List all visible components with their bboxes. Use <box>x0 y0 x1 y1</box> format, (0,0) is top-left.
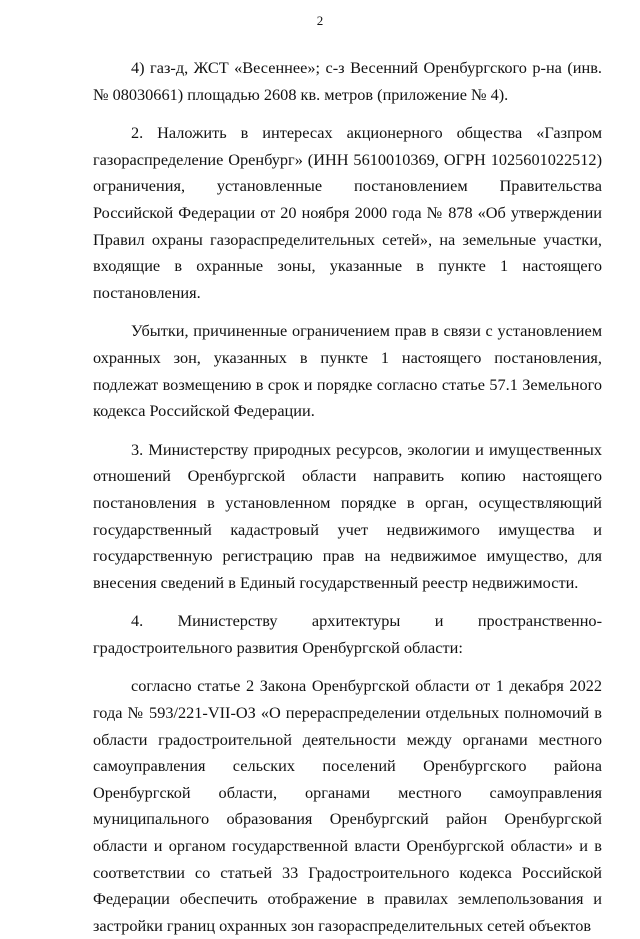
paragraph-item-4: 4) газ-д, ЖСТ «Весеннее»; с-з Весенний Оренбургского р-на (инв.№ 08030661) площадью 2608 кв. метров (приложение № 4). <box>93 58 602 104</box>
paragraph-section-2: 2. Наложить в интересах акционерного общества «Газпром газораспределение Оренбург» (ИНН 5610010369, ОГРН 1025601022512) ограничения, установленные постановлением Правительства Российской Федерации от 20 ноября 2000 года № 878 «Об утверждении Правил охраны газораспределительных сетей», на земельные участки, входящие в охранные зоны, указанные в пункте 1 настоящего постановления. <box>93 123 602 302</box>
paragraph-gap <box>93 661 602 673</box>
page-number: 2 <box>316 13 324 28</box>
document-body <box>93 55 602 939</box>
paragraph-section-3: 3. Министерству природных ресурсов, экологии и имущественных отношений Оренбургской области направить копию настоящего постановления в установленном порядке в орган, осуществляющий государственный кадастровый учет недвижимого имущества и государственную регистрацию прав на недвижимое имущество, для внесения сведений в Единый государственный реестр недвижимости. <box>93 439 602 592</box>
paragraph-gap <box>93 596 602 608</box>
paragraph-section-4-detail: согласно статье 2 Закона Оренбургской области от 1 декабря 2022 года № 593/221-VII-ОЗ «О перераспределении отдельных полномочий в области градостроительной деятельности между органами местного самоуправления сельских поселений Оренбургского района Оренбургской области, органами местного самоуправления муниципального образования Оренбургский район Оренбургской области и органом государственной власти Оренбургской области» и в соответствии со статьей 33 Градостроительного кодекса Российской Федерации обеспечить отображение в правилах землепользования и застройки границ охранных зон газораспределительных сетей объектов <box>93 676 602 935</box>
paragraph-section-4: 4. Министерству архитектуры и пространственно-градостроительного развития Оренбургской области: <box>93 611 602 657</box>
paragraph-gap <box>93 108 602 120</box>
paragraph-gap <box>93 425 602 437</box>
paragraph-gap <box>93 306 602 318</box>
paragraph-damages: Убытки, причиненные ограничением прав в связи с установлением охранных зон, указанных в пункте 1 настоящего постановления, подлежат возмещению в срок и порядке согласно статье 57.1 Земельного кодекса Российской Федерации. <box>93 321 602 421</box>
